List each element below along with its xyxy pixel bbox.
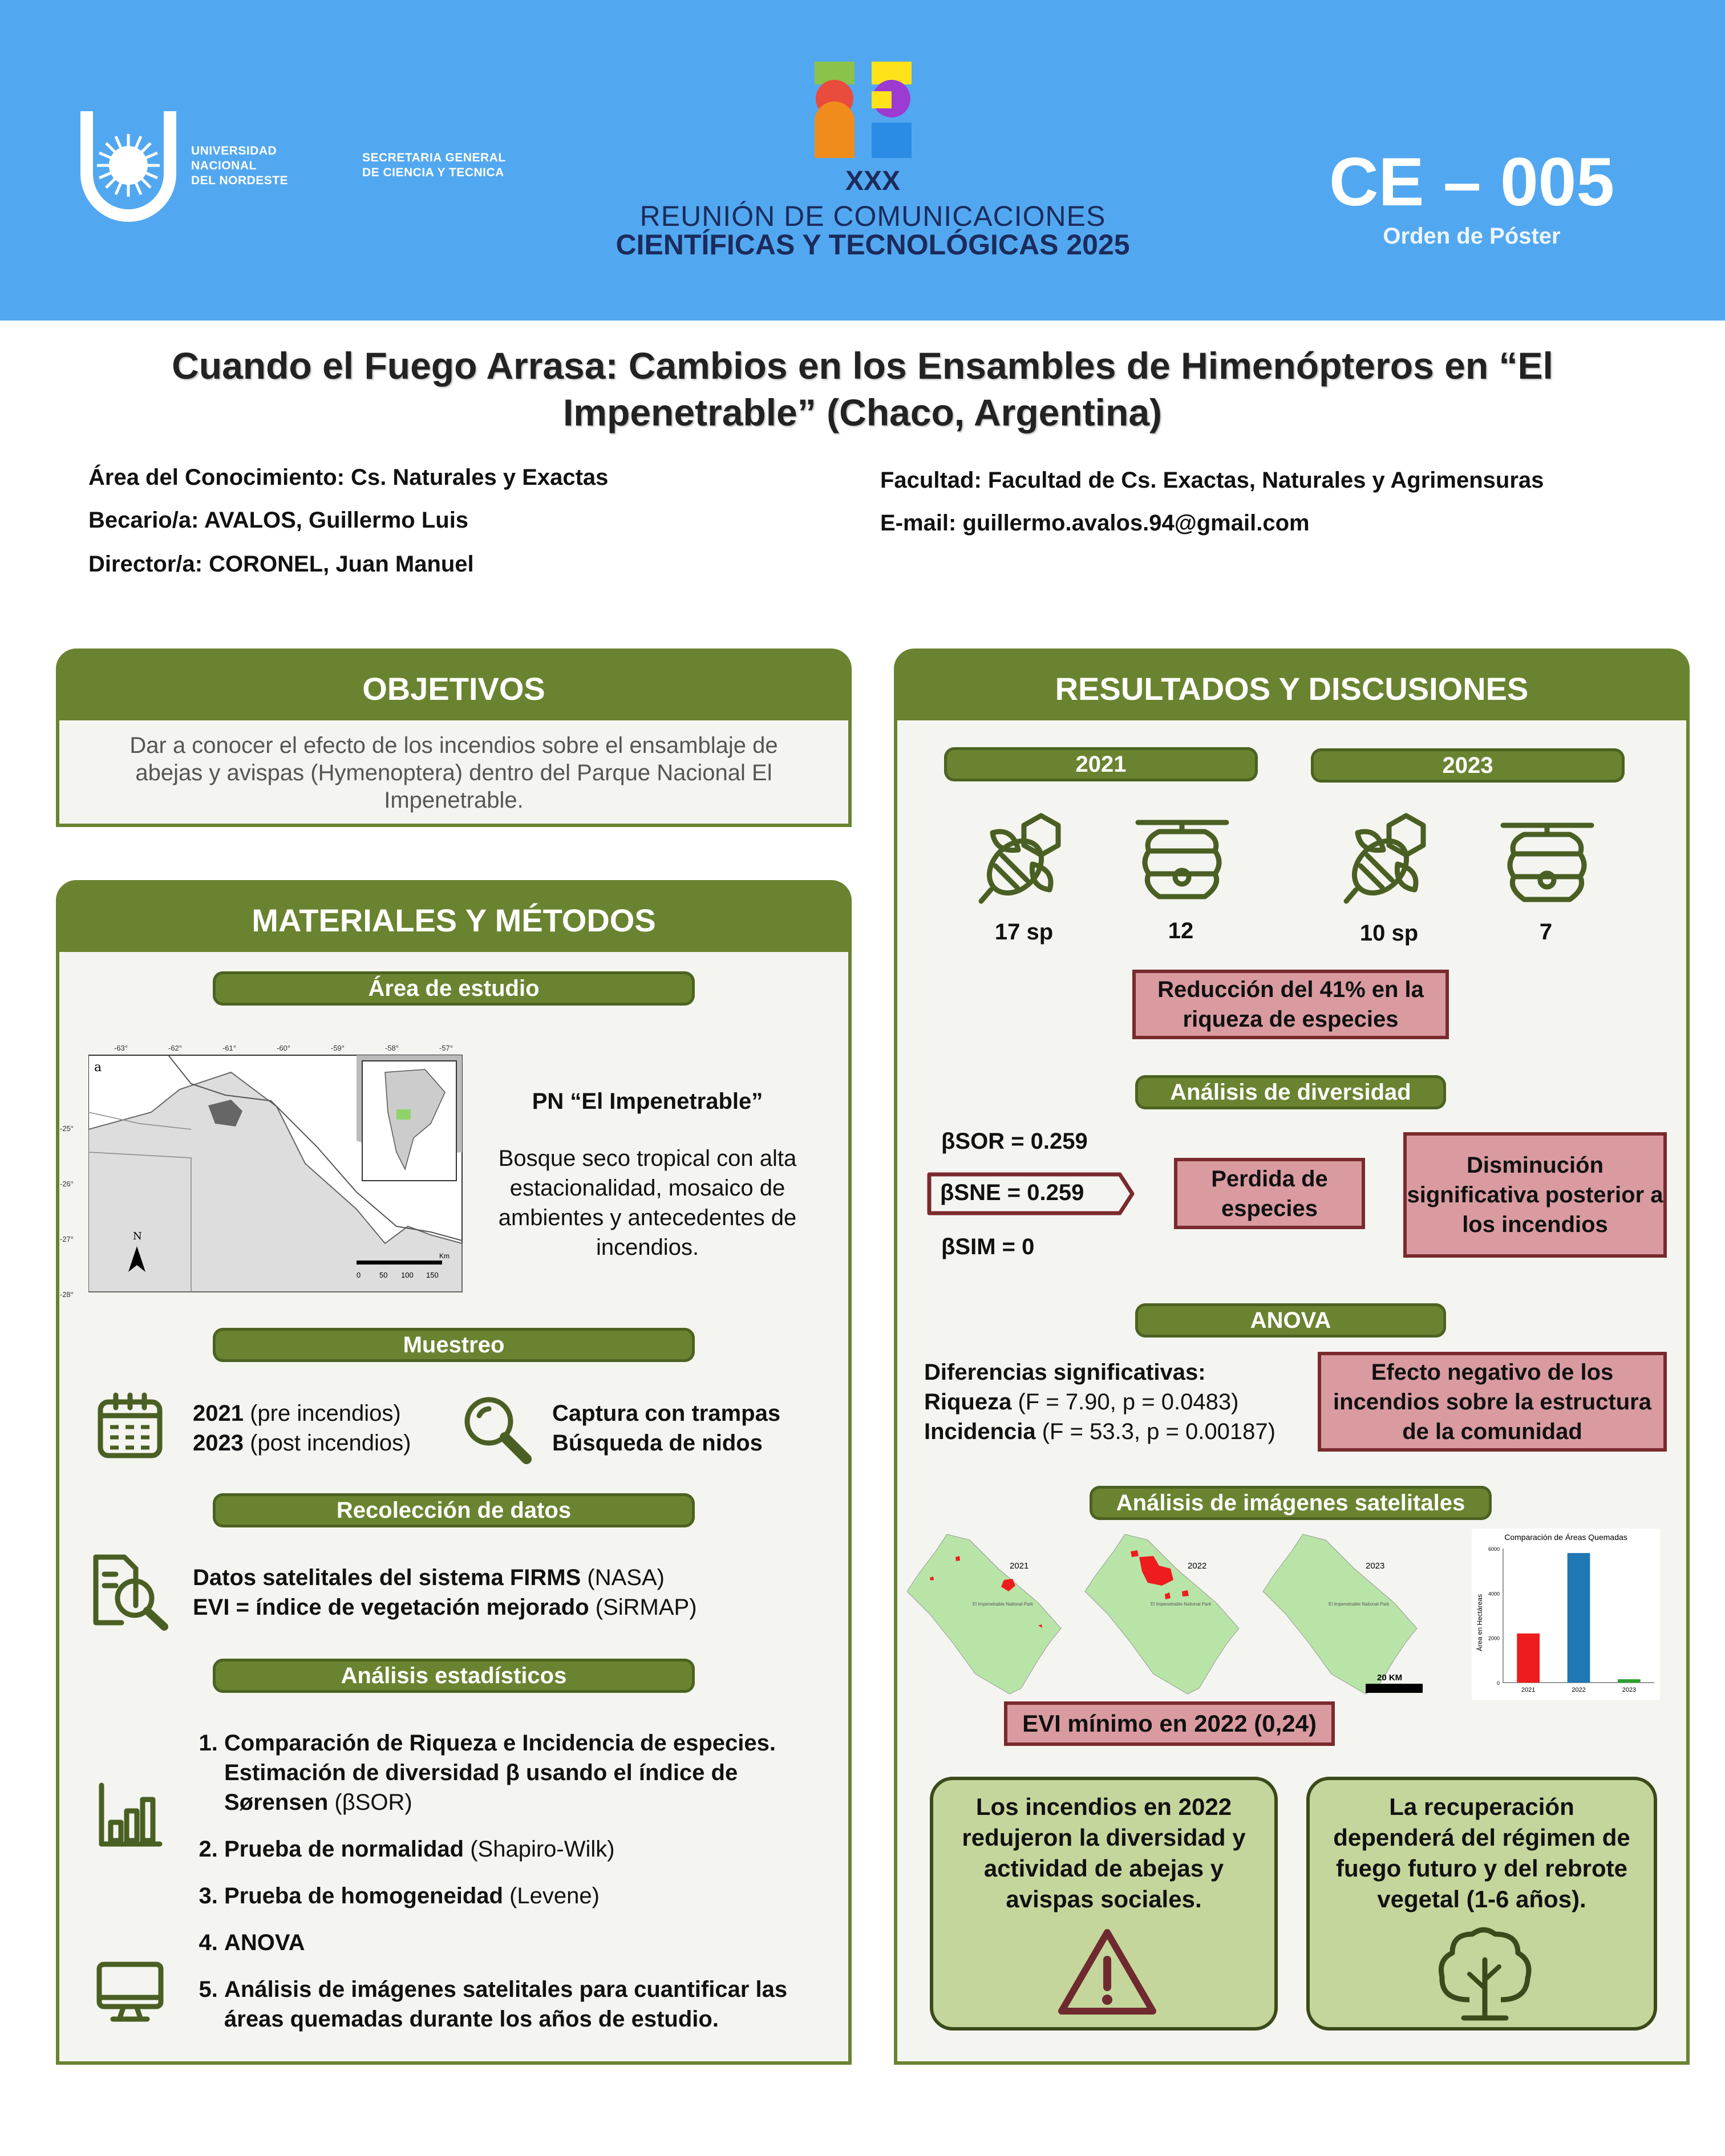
bee-icon	[973, 810, 1070, 907]
species-2021: 17 sp	[994, 919, 1054, 945]
bee-icon-2023	[1338, 810, 1435, 907]
map-2023	[1263, 1534, 1423, 1694]
conference-title-line1: REUNIÓN DE COMUNICACIONES	[639, 200, 1106, 232]
svg-text:N: N	[133, 1230, 142, 1242]
conclusion-recovery-box	[1306, 1777, 1657, 2031]
area-estudio-label: Área de estudio	[213, 971, 695, 1006]
svg-text:-57°: -57°	[439, 1044, 453, 1052]
poster-title: Cuando el Fuego Arrasa: Cambios en los Ensambles de Himenópteros en “El Impenetrable” (Chaco, Argentina)	[172, 345, 1553, 433]
chart-ylabel: Área en Hectáreas	[1476, 1594, 1484, 1652]
species-2023: 10 sp	[1359, 921, 1419, 946]
muestreo-methods: Captura con trampas Búsqueda de nidos	[552, 1401, 781, 1456]
muestreo-label: Muestreo	[213, 1328, 695, 1362]
analisis-label: Análisis estadísticos	[213, 1659, 695, 1693]
area-conocimiento: Área del Conocimiento: Cs. Naturales y Exactas	[88, 465, 609, 490]
analisis-item-3: 3. Prueba de homogeneidad (Levene)	[224, 1881, 830, 1911]
anova-label: ANOVA	[1135, 1303, 1446, 1338]
conclusion-fire-text: Los incendios en 2022 redujeron la diversidad y actividad de abejas y avispas sociales.	[962, 1793, 1246, 1912]
chart-xtick-label: 2022	[1572, 1687, 1586, 1693]
calendar-icon	[96, 1392, 164, 1460]
svg-text:-62°: -62°	[168, 1044, 182, 1052]
park-name: PN “El Impenetrable”	[532, 1089, 763, 1114]
facultad: Facultad: Facultad de Cs. Exactas, Naturales y Agrimensuras	[880, 468, 1544, 493]
map-2022	[1085, 1534, 1239, 1694]
header-banner	[0, 0, 1725, 321]
conference-logo-icon	[813, 60, 913, 160]
objetivos-panel	[56, 649, 852, 827]
chart-bar-2023	[1618, 1679, 1641, 1683]
svg-text:2021: 2021	[1010, 1561, 1029, 1571]
nests-2023: 7	[1539, 919, 1553, 945]
park-description: Bosque seco tropical con alta estacionalidad, mosaico de ambientes y antecedentes de incendios.	[498, 1146, 797, 1260]
conference-title-line2: CIENTÍFICAS Y TECNOLÓGICAS 2025	[616, 229, 1130, 261]
bsne-value: βSNE = 0.259	[940, 1180, 1084, 1205]
year-2021-label: 2021	[944, 747, 1258, 781]
svg-text:-60°: -60°	[277, 1044, 290, 1052]
bar-chart-icon	[97, 1782, 163, 1848]
svg-text:-59°: -59°	[331, 1044, 345, 1052]
tree-icon	[1435, 1926, 1535, 2023]
diversity-label: Análisis de diversidad	[1135, 1075, 1446, 1109]
bsne-callout	[926, 1171, 1137, 1217]
chart-title: Comparación de Áreas Quemadas	[1504, 1533, 1627, 1542]
chart-ytick-label: 2000	[1488, 1635, 1500, 1642]
svg-text:-58°: -58°	[385, 1044, 399, 1052]
chart-xtick-label: 2023	[1622, 1687, 1637, 1693]
svg-text:50: 50	[379, 1271, 388, 1279]
becario: Becario/a: AVALOS, Guillermo Luis	[88, 508, 469, 533]
warning-icon	[1056, 1926, 1159, 2020]
document-search-icon	[90, 1551, 170, 1631]
perdida-box: Perdida de especies	[1174, 1158, 1365, 1229]
svg-text:2022: 2022	[1188, 1561, 1207, 1571]
chart-bar-2021	[1517, 1634, 1540, 1683]
muestreo-years: 2021 (pre incendios) 2023 (post incendios)	[193, 1401, 411, 1456]
email: E-mail: guillermo.avalos.94@gmail.com	[880, 510, 1310, 536]
analisis-item-2: 2. Prueba de normalidad (Shapiro-Wilk)	[224, 1834, 830, 1864]
svg-text:El Impenetrable National Park: El Impenetrable National Park	[1151, 1602, 1212, 1607]
objetivos-heading: OBJETIVOS	[59, 652, 848, 720]
map-lat-ticks: -25° -26° -27° -28°	[60, 1124, 74, 1299]
objetivos-text: Dar a conocer el efecto de los incendios sobre el ensamblaje de abejas y avispas (Hymenoptera) dentro del Parque Nacional El Impenetrable.	[129, 733, 778, 813]
burned-area-chart	[1472, 1529, 1660, 1700]
svg-text:150: 150	[426, 1271, 439, 1279]
bsor-value: βSOR = 0.259	[941, 1129, 1088, 1154]
director: Director/a: CORONEL, Juan Manuel	[88, 552, 474, 577]
nests-2021: 12	[1168, 918, 1194, 943]
map-2021	[907, 1534, 1061, 1694]
materiales-heading: MATERIALES Y MÉTODOS	[59, 884, 848, 952]
conference-edition: XXX	[845, 166, 901, 196]
svg-text:0: 0	[357, 1271, 361, 1279]
chart-xtick-label: 2021	[1521, 1687, 1536, 1693]
analisis-item-1: 1. Comparación de Riqueza e Incidencia de especies. Estimación de diversidad β usando el índice de Sørensen (βSOR)	[224, 1728, 830, 1817]
conclusion-recovery-text: La recuperación dependerá del régimen de fuego futuro y del rebrote vegetal (1-6 años).	[1333, 1793, 1630, 1912]
disminucion-box: Disminución significativa posterior a los incendios	[1403, 1132, 1667, 1258]
beehive-icon	[1135, 816, 1229, 910]
poster-code: CE – 005	[1329, 144, 1615, 220]
study-area-map	[88, 1038, 465, 1295]
efecto-box: Efecto negativo de los incendios sobre la estructura de la comunidad	[1318, 1352, 1667, 1452]
chart-ytick-label: 4000	[1488, 1591, 1500, 1597]
analisis-item-5: 5. Análisis de imágenes satelitales para cuantificar las áreas quemadas durante los años de estudio.	[224, 1975, 830, 2034]
reduction-box: Reducción del 41% en la riqueza de especies	[1132, 970, 1449, 1039]
svg-text:20 KM: 20 KM	[1377, 1673, 1403, 1683]
chart-ytick-label: 6000	[1488, 1546, 1500, 1552]
svg-text:100: 100	[401, 1271, 414, 1279]
monitor-icon	[96, 1961, 164, 2024]
year-2023-label: 2023	[1311, 748, 1625, 783]
conclusion-fire-box	[930, 1777, 1278, 2031]
svg-text:2023: 2023	[1366, 1561, 1385, 1571]
bsim-value: βSIM = 0	[941, 1234, 1035, 1259]
secretaria-name: SECRETARIA GENERAL DE CIENCIA Y TECNICA	[362, 151, 506, 179]
svg-text:-63°: -63°	[114, 1044, 128, 1052]
chart-ytick-label: 0	[1496, 1680, 1500, 1686]
university-name: UNIVERSIDAD NACIONAL DEL NORDESTE	[191, 144, 289, 187]
search-icon	[459, 1392, 533, 1466]
satellite-label: Análisis de imágenes satelitales	[1090, 1486, 1492, 1520]
poster-code-label: Orden de Póster	[1383, 224, 1561, 249]
svg-text:El Impenetrable National Park: El Impenetrable National Park	[973, 1602, 1034, 1607]
svg-text:Km: Km	[439, 1252, 450, 1260]
unne-logo-icon	[80, 111, 177, 222]
analisis-list	[191, 1728, 830, 2051]
resultados-heading: RESULTADOS Y DISCUSIONES	[897, 652, 1686, 720]
anova-results: Diferencias significativas: Riqueza (F = 7.90, p = 0.0483) Incidencia (F = 53.3, p = 0.00187)	[924, 1360, 1275, 1444]
evi-box: EVI mínimo en 2022 (0,24)	[1004, 1701, 1335, 1746]
recoleccion-text: Datos satelitales del sistema FIRMS (NASA) EVI = índice de vegetación mejorado (SiRMAP)	[193, 1565, 697, 1620]
analisis-item-4: 4. ANOVA	[224, 1928, 830, 1958]
recoleccion-label: Recolección de datos	[213, 1493, 695, 1527]
svg-text:-61°: -61°	[222, 1044, 236, 1052]
svg-text:a: a	[94, 1060, 102, 1075]
burned-area-maps	[907, 1529, 1443, 1700]
svg-text:El Impenetrable National Park: El Impenetrable National Park	[1329, 1602, 1390, 1607]
beehive-icon-2023	[1500, 818, 1594, 913]
chart-bar-2022	[1568, 1553, 1590, 1683]
